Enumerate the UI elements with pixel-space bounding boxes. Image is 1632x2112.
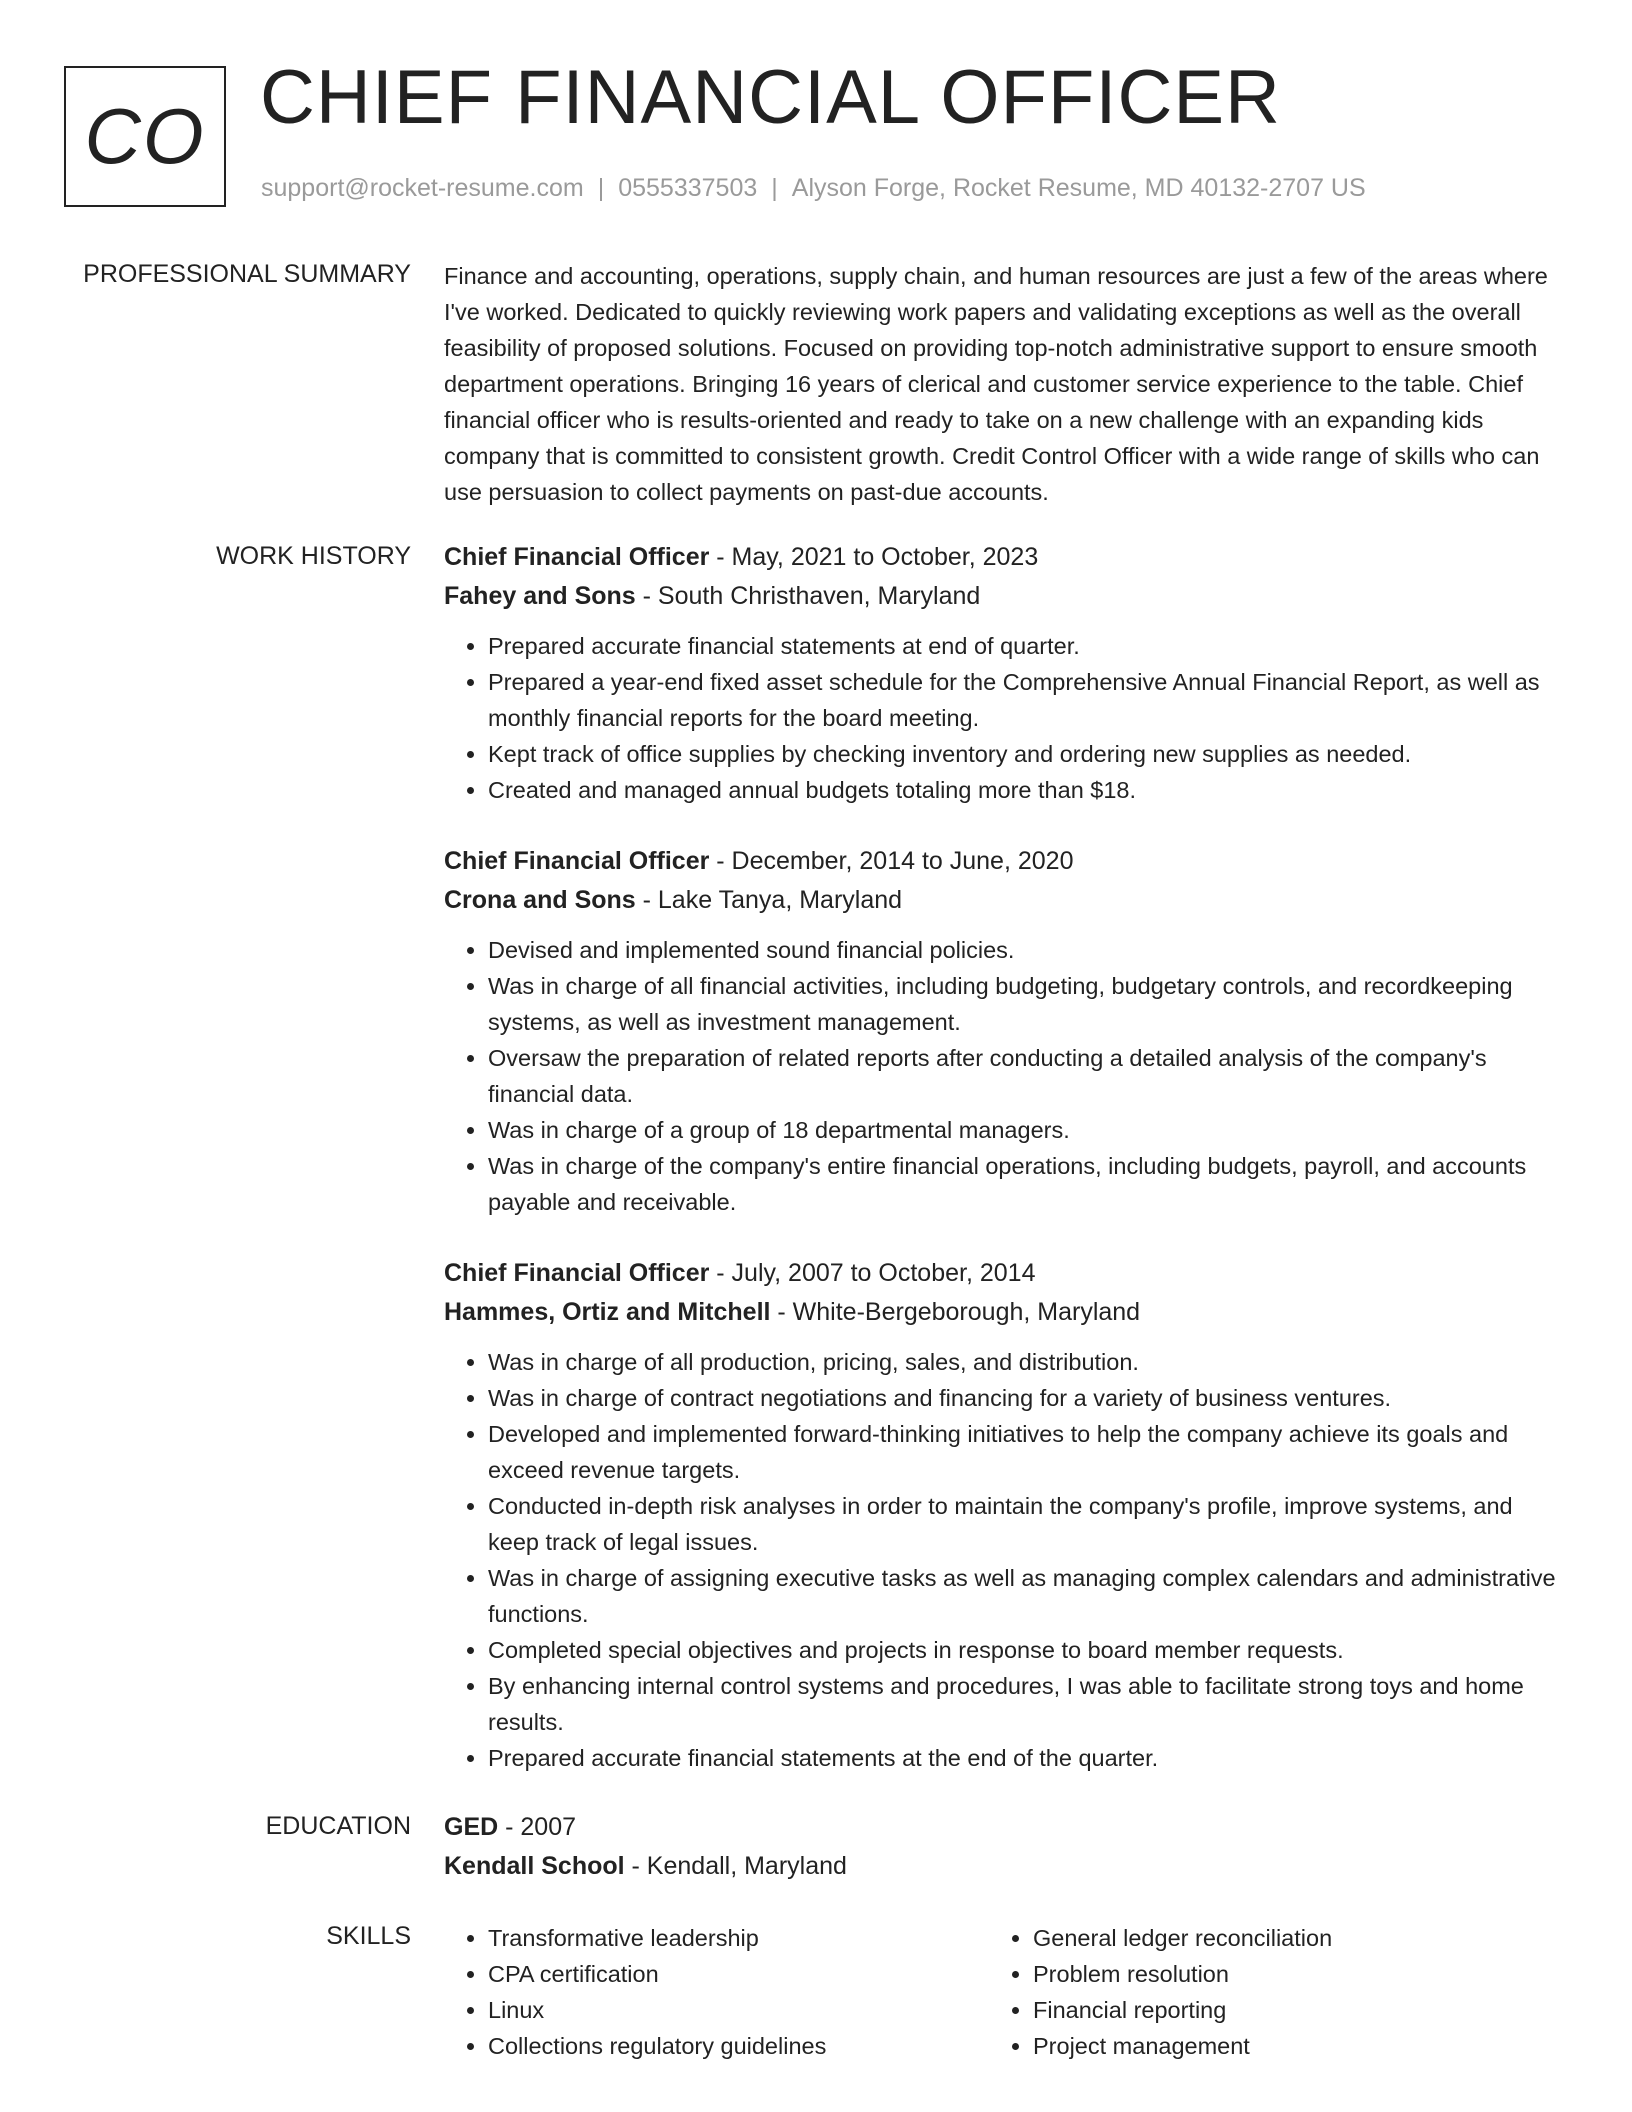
contact-phone: 0555337503 bbox=[618, 174, 758, 202]
job-title: Chief Financial Officer bbox=[444, 847, 710, 875]
contact-line bbox=[261, 174, 1366, 203]
work-history-heading: WORK HISTORY bbox=[216, 542, 411, 570]
summary-text: Finance and accounting, operations, supply chain, and human resources are just a few of the areas where I've worked. Dedicated to quickly reviewing work papers and validating exceptions as well as the overall feasibility of proposed solutions. Focused on providing top-notch administrative support to ensure smooth department operations. Bringing 16 years of clerical and customer service experience to the table. Chief financial officer who is results-oriented and ready to take on a new challenge with an expanding kids company that is committed to consistent growth. Credit Control Officer with a wide range of skills who can use persuasion to collect payments on past-due accounts. bbox=[444, 263, 1548, 505]
job-title-line bbox=[444, 538, 1564, 577]
skills-list bbox=[989, 1920, 1509, 2064]
job-dates: - December, 2014 to June, 2020 bbox=[709, 847, 1074, 875]
job-title: Chief Financial Officer bbox=[444, 543, 710, 571]
skill-item: • Project management bbox=[1033, 2028, 1509, 2064]
job-title-line bbox=[444, 842, 1564, 881]
job-title: Chief Financial Officer bbox=[444, 1259, 710, 1287]
job-company: Hammes, Ortiz and Mitchell bbox=[444, 1298, 771, 1326]
job-dates: - May, 2021 to October, 2023 bbox=[709, 543, 1039, 571]
job-company-line bbox=[444, 1293, 1564, 1332]
contact-email: support@rocket-resume.com bbox=[261, 174, 584, 202]
skill-item: • CPA certification bbox=[488, 1956, 964, 1992]
job-dates: - July, 2007 to October, 2014 bbox=[709, 1259, 1036, 1287]
education-degree: GED bbox=[444, 1813, 499, 1841]
job-bullet: • Was in charge of a group of 18 departmental managers. bbox=[488, 1112, 1564, 1148]
job-bullet: • Prepared accurate financial statements at end of quarter. bbox=[488, 628, 1564, 664]
job-bullet: • Was in charge of contract negotiations and financing for a variety of business ventures. bbox=[488, 1380, 1564, 1416]
education-school: Kendall School bbox=[444, 1852, 625, 1880]
job-location: - White-Bergeborough, Maryland bbox=[770, 1298, 1141, 1326]
education-school-line bbox=[444, 1847, 1564, 1886]
job-bullet: • Was in charge of all financial activities, including budgeting, budgetary controls, and recordkeeping systems, as well as investment management. bbox=[488, 968, 1564, 1040]
skill-item: • Collections regulatory guidelines bbox=[488, 2028, 964, 2064]
job-bullet: • Created and managed annual budgets totaling more than $18. bbox=[488, 772, 1564, 808]
contact-separator: | bbox=[771, 174, 778, 202]
skill-item: • General ledger reconciliation bbox=[1033, 1920, 1509, 1956]
education-entry bbox=[444, 1808, 1564, 1886]
job-title-line bbox=[444, 1254, 1564, 1293]
job-bullet: • Prepared accurate financial statements at the end of the quarter. bbox=[488, 1740, 1564, 1776]
job-bullet: • Kept track of office supplies by checking inventory and ordering new supplies as needed. bbox=[488, 736, 1564, 772]
job-bullet: • Completed special objectives and projects in response to board member requests. bbox=[488, 1632, 1564, 1668]
job-entry bbox=[444, 538, 1564, 808]
job-company-line bbox=[444, 577, 1564, 616]
job-company: Fahey and Sons bbox=[444, 582, 636, 610]
job-bullet: • Developed and implemented forward-thinking initiatives to help the company achieve its goals and exceed revenue targets. bbox=[488, 1416, 1564, 1488]
education-year: - 2007 bbox=[498, 1813, 577, 1841]
education-location: - Kendall, Maryland bbox=[624, 1852, 847, 1880]
job-bullets bbox=[444, 1344, 1564, 1776]
education-degree-line bbox=[444, 1808, 1564, 1847]
job-bullet: • By enhancing internal control systems and procedures, I was able to facilitate strong toys and home results. bbox=[488, 1668, 1564, 1740]
skills-heading: SKILLS bbox=[326, 1922, 411, 1950]
job-bullet: • Was in charge of the company's entire financial operations, including budgets, payroll, and accounts payable and receivable. bbox=[488, 1148, 1564, 1220]
job-bullet: • Prepared a year-end fixed asset schedule for the Comprehensive Annual Financial Report, as well as monthly financial reports for the board meeting. bbox=[488, 664, 1564, 736]
contact-address: Alyson Forge, Rocket Resume, MD 40132-2707 US bbox=[791, 174, 1366, 202]
skills-list bbox=[444, 1920, 964, 2064]
job-bullet: • Was in charge of assigning executive tasks as well as managing complex calendars and administrative functions. bbox=[488, 1560, 1564, 1632]
job-bullet: • Devised and implemented sound financial policies. bbox=[488, 932, 1564, 968]
contact-separator: | bbox=[597, 174, 605, 202]
skill-item: • Financial reporting bbox=[1033, 1992, 1509, 2028]
summary-heading: PROFESSIONAL SUMMARY bbox=[83, 260, 411, 288]
job-bullet: • Oversaw the preparation of related reports after conducting a detailed analysis of the company's financial data. bbox=[488, 1040, 1564, 1112]
skill-item: • Transformative leadership bbox=[488, 1920, 964, 1956]
job-bullet: • Was in charge of all production, pricing, sales, and distribution. bbox=[488, 1344, 1564, 1380]
skills-column-right bbox=[989, 1920, 1509, 2064]
skill-item: • Problem resolution bbox=[1033, 1956, 1509, 1992]
job-company: Crona and Sons bbox=[444, 886, 636, 914]
job-entry bbox=[444, 842, 1564, 1220]
job-location: - South Christhaven, Maryland bbox=[635, 582, 981, 610]
job-company-line bbox=[444, 881, 1564, 920]
skills-column-left bbox=[444, 1920, 964, 2064]
job-bullets bbox=[444, 932, 1564, 1220]
job-entry bbox=[444, 1254, 1564, 1776]
education-heading: EDUCATION bbox=[265, 1812, 411, 1840]
skill-item: • Linux bbox=[488, 1992, 964, 2028]
job-bullets bbox=[444, 628, 1564, 808]
monogram-box bbox=[64, 66, 226, 207]
monogram-initials: CO bbox=[84, 92, 206, 180]
job-location: - Lake Tanya, Maryland bbox=[635, 886, 903, 914]
resume-title: CHIEF FINANCIAL OFFICER bbox=[260, 55, 1281, 140]
job-bullet: • Conducted in-depth risk analyses in order to maintain the company's profile, improve systems, and keep track of legal issues. bbox=[488, 1488, 1564, 1560]
